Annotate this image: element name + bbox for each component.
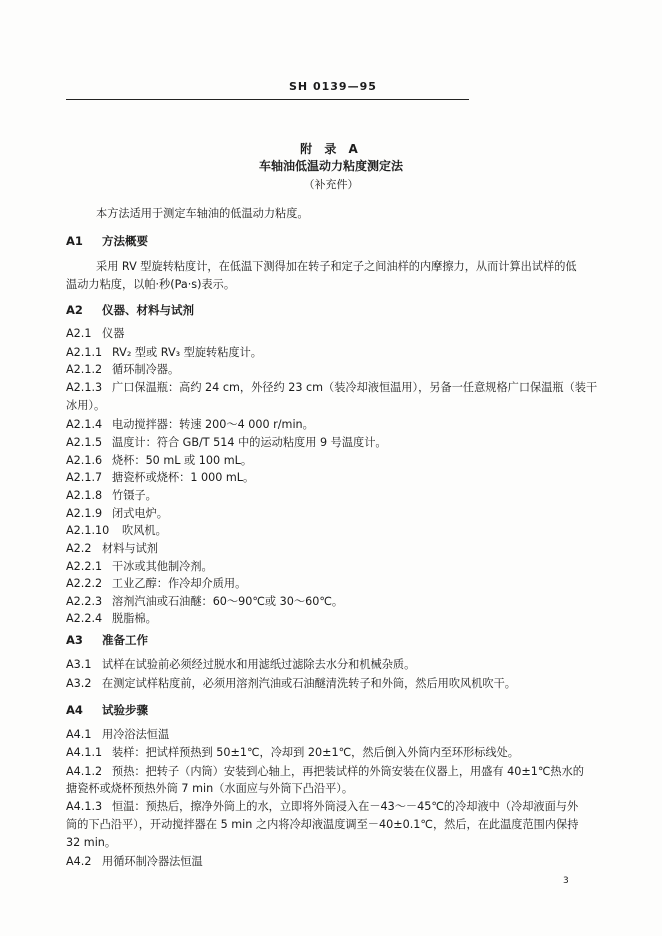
clause-number: A2.2.1 (66, 560, 103, 573)
clause-line (66, 782, 353, 796)
clause-line (66, 577, 246, 591)
clause-text: 用循环制冷器法恒温 (102, 855, 203, 868)
clause-line (66, 507, 168, 521)
clause-number: A4.1.1 (66, 746, 103, 759)
clause-number: A3.2 (66, 677, 92, 690)
clause-text: 电动搅拌器：转速 200～4 000 r/min。 (112, 418, 314, 431)
a1-paragraph-line: 温动力粘度，以帕·秒(Pa·s)表示。 (66, 278, 236, 291)
clause-line (66, 855, 203, 869)
header-rule (66, 99, 469, 100)
clause-line (66, 454, 252, 468)
section-number: A1 (66, 234, 83, 248)
clause-line (66, 471, 254, 485)
appendix-note: （补充件） (303, 178, 359, 191)
clause-line (66, 746, 519, 760)
clause-text: 试样在试验前必须经过脱水和用滤纸过滤除去水分和机械杂质。 (102, 658, 416, 671)
clause-line (66, 560, 213, 574)
clause-line (66, 363, 179, 377)
clause-number: A2.1.3 (66, 381, 103, 394)
clause-line (66, 489, 157, 503)
clause-number: A2.2.3 (66, 595, 103, 608)
clause-line (66, 728, 169, 742)
clause-text: RV₂ 型或 RV₃ 型旋转粘度计。 (112, 346, 262, 359)
clause-text: 筒的下凸沿平），开动搅拌器在 5 min 之内将冷却液温度调至－40±0.1℃，然后，在此温度范围内保持 (66, 818, 579, 831)
clause-number: A2.2 (66, 542, 92, 555)
clause-text: 循环制冷器。 (112, 363, 180, 376)
clause-text: 装样：把试样预热到 50±1℃，冷却到 20±1℃，然后倒入外筒内至环形标线处。 (112, 746, 519, 759)
clause-text: 干冰或其他制冷剂。 (112, 560, 213, 573)
clause-number: A2.2.2 (66, 577, 103, 590)
clause-text: 搪瓷杯或烧杯预热外筒 7 min（水面应与外筒下凸沿平）。 (66, 782, 354, 795)
clause-line (66, 346, 262, 360)
clause-text: 搪瓷杯或烧杯：1 000 mL。 (112, 471, 255, 484)
clause-text: 材料与试剂 (102, 542, 158, 555)
clause-number: A4.1.2 (66, 765, 103, 778)
clause-number: A2.1.6 (66, 454, 103, 467)
section-heading-a2 (66, 303, 194, 317)
clause-text: 在测定试样粘度前，必须用溶剂汽油或石油醚清洗转子和外筒，然后用吹风机吹干。 (102, 677, 516, 690)
page-number: 3 (563, 876, 569, 886)
section-heading-a1 (66, 234, 148, 248)
clause-line (66, 818, 578, 832)
clause-line (66, 800, 578, 814)
clause-number: A4.2 (66, 855, 92, 868)
clause-line (66, 436, 387, 450)
clause-text: 闭式电炉。 (112, 507, 168, 520)
clause-text: 用冷浴法恒温 (102, 728, 170, 741)
clause-line (66, 595, 343, 609)
clause-text: 吹风机。 (122, 524, 167, 537)
clause-number: A4.1 (66, 728, 92, 741)
clause-line (66, 677, 516, 691)
clause-number: A3.1 (66, 658, 92, 671)
clause-line (66, 381, 597, 395)
clause-line (66, 765, 584, 779)
section-title: 仪器、材料与试剂 (102, 303, 194, 317)
appendix-title: 附 录 A (300, 142, 362, 156)
section-title: 准备工作 (102, 633, 148, 647)
header-code: SH 0139—95 (289, 80, 377, 93)
section-title: 试验步骤 (102, 703, 148, 717)
clause-text: 冰用）。 (66, 399, 106, 412)
clause-text: 恒温：预热后，擦净外筒上的水，立即将外筒浸入在－43～－45℃的冷却液中（冷却液面与外 (112, 800, 579, 813)
section-heading-a4 (66, 703, 148, 717)
clause-line (66, 399, 105, 413)
clause-text: 烧杯：50 mL 或 100 mL。 (112, 454, 253, 467)
section-heading-a3 (66, 633, 148, 647)
section-title: 方法概要 (102, 234, 148, 248)
clause-text: 竹镊子。 (112, 489, 157, 502)
section-number: A4 (66, 703, 83, 717)
clause-text: 工业乙醇：作冷却介质用。 (112, 577, 247, 590)
clause-line (66, 658, 415, 672)
clause-number: A2.1.1 (66, 346, 103, 359)
intro-paragraph: 本方法适用于测定车轴油的低温动力粘度。 (96, 207, 309, 220)
clause-number: A2.2.4 (66, 612, 103, 625)
clause-line (66, 542, 158, 556)
section-number: A2 (66, 303, 83, 317)
clause-number: A4.1.3 (66, 800, 103, 813)
appendix-subtitle: 车轴油低温动力粘度测定法 (258, 159, 403, 173)
clause-line (66, 836, 116, 850)
clause-line (66, 327, 124, 341)
clause-line (66, 524, 167, 538)
clause-number: A2.1.10 (66, 524, 110, 537)
clause-number: A2.1.8 (66, 489, 103, 502)
clause-text: 广口保温瓶：高约 24 cm，外径约 23 cm（装冷却液恒温用），另备一任意规格广口保温瓶（装干 (112, 381, 598, 394)
clause-text: 预热：把转子（内筒）安装到心轴上，再把装试样的外筒安装在仪器上，用盛有 40±1℃热水的 (112, 765, 584, 778)
clause-text: 32 min。 (66, 836, 117, 849)
clause-text: 溶剂汽油或石油醚：60～90℃或 30～60℃。 (112, 595, 344, 608)
clause-number: A2.1.2 (66, 363, 103, 376)
clause-line (66, 418, 314, 432)
clause-number: A2.1 (66, 327, 92, 340)
clause-number: A2.1.4 (66, 418, 103, 431)
clause-number: A2.1.7 (66, 471, 103, 484)
clause-text: 脱脂棉。 (112, 612, 157, 625)
clause-number: A2.1.5 (66, 436, 103, 449)
clause-number: A2.1.9 (66, 507, 103, 520)
a1-paragraph-line: 采用 RV 型旋转粘度计，在低温下测得加在转子和定子之间油样的内摩擦力，从而计算出试样的低 (96, 260, 577, 273)
clause-line (66, 612, 157, 626)
section-number: A3 (66, 633, 83, 647)
clause-text: 温度计：符合 GB/T 514 中的运动粘度用 9 号温度计。 (112, 436, 387, 449)
clause-text: 仪器 (102, 327, 125, 340)
